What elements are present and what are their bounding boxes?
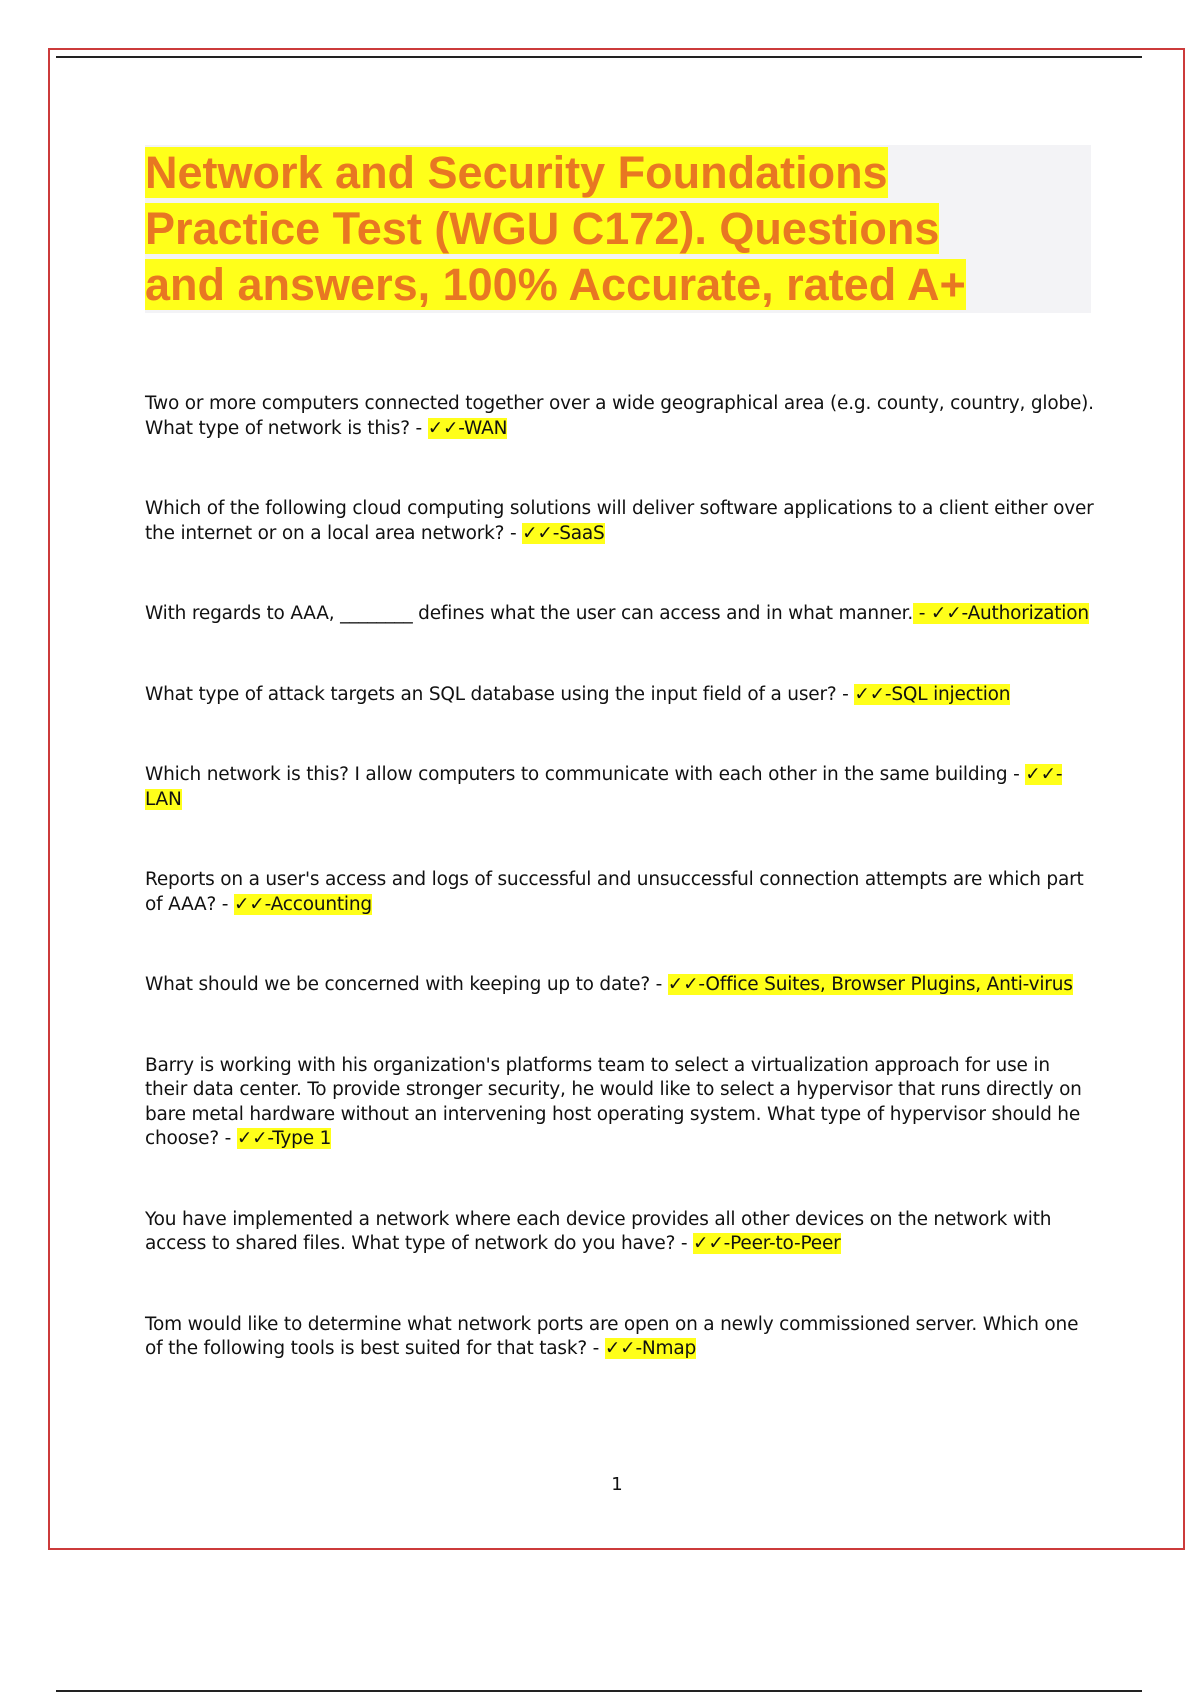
title-line: Practice Test (WGU C172). Questions xyxy=(145,203,940,254)
answer-text: - ✓✓-Authorization xyxy=(913,603,1089,624)
qa-item xyxy=(145,1208,1095,1257)
answer-text: ✓✓-WAN xyxy=(427,417,508,439)
answer-text: ✓✓-Nmap xyxy=(604,1338,697,1359)
question-text: Barry is working with his organization's platforms team to select a virtualization approach for use in their data center. To provide stronger security, he would like to select a hypervisor that runs directly on bare metal hardware without an intervening host operating system. What type of hypervisor should he choose? - xyxy=(145,1054,1082,1149)
qa-item xyxy=(145,868,1095,917)
qa-item xyxy=(145,497,1095,546)
title-line: Network and Security Foundations xyxy=(145,147,888,198)
answer-text: ✓✓-SQL injection xyxy=(854,683,1011,705)
question-text: Which of the following cloud computing solutions will deliver software applications to a client either over the internet or on a local area network? - xyxy=(145,498,1094,544)
question-text: What should we be concerned with keeping up to date? - xyxy=(145,974,668,995)
qa-item xyxy=(145,763,1095,812)
qa-item xyxy=(145,973,1095,998)
answer-text: ✓✓-Type 1 xyxy=(236,1128,332,1149)
answer-text: ✓✓-Office Suites, Browser Plugins, Anti-virus xyxy=(667,974,1073,995)
qa-item xyxy=(145,392,1095,441)
qa-item xyxy=(145,1313,1095,1362)
question-text: With regards to AAA, ________ defines what the user can access and in what manner. xyxy=(145,603,914,624)
question-text: Tom would like to determine what network ports are open on a newly commissioned server. Which one of the following tools is best suited for that task? - xyxy=(145,1313,1079,1359)
qa-item xyxy=(145,602,1095,627)
answer-text: ✓✓-SaaS xyxy=(522,522,605,544)
qa-list xyxy=(145,392,1095,1362)
bottom-rule xyxy=(56,1690,1142,1692)
answer-text: ✓✓-LAN xyxy=(145,764,1063,810)
qa-item xyxy=(145,1054,1095,1152)
question-text: What type of attack targets an SQL database using the input field of a user? - xyxy=(145,683,855,705)
question-text: You have implemented a network where each device provides all other devices on the network with access to shared files. What type of network do you have? - xyxy=(145,1208,1052,1254)
question-text: Which network is this? I allow computers to communicate with each other in the same building - xyxy=(145,764,1026,785)
qa-item xyxy=(145,683,1095,708)
question-text: Two or more computers connected together over a wide geographical area (e.g. county, country, globe). What type of network is this? - xyxy=(145,393,1094,439)
title-block xyxy=(145,145,1091,313)
document-title xyxy=(145,145,1091,313)
top-rule xyxy=(56,56,1142,58)
answer-text: ✓✓-Peer-to-Peer xyxy=(693,1233,841,1254)
page-number: 1 xyxy=(611,1474,623,1495)
question-text: Reports on a user's access and logs of successful and unsuccessful connection attempts are which part of AAA? - xyxy=(145,869,1084,915)
title-line: and answers, 100% Accurate, rated A+ xyxy=(145,259,966,310)
answer-text: ✓✓-Accounting xyxy=(233,893,372,915)
